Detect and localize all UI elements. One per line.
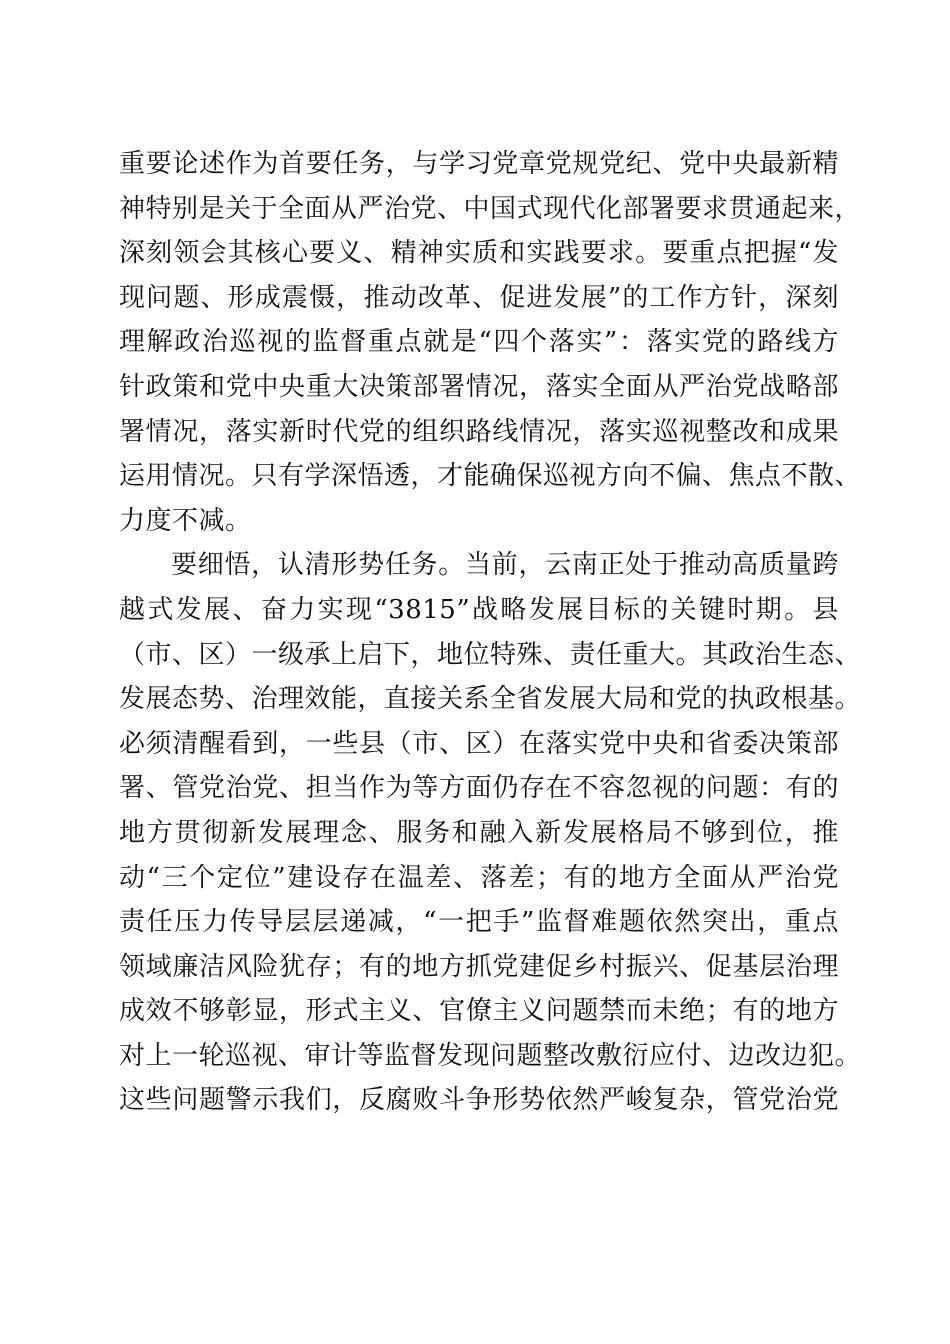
text-line: 地方贯彻新发展理念、服务和融入新发展格局不够到位，推: [119, 817, 839, 848]
text-line: 领域廉洁风险犹存；有的地方抓党建促乡村振兴、促基层治理: [119, 951, 839, 982]
text-line: 署情况，落实新时代党的组织路线情况，落实巡视整改和成果: [119, 416, 839, 447]
text-line: 责任压力传导层层递减，“一把手”监督难题依然突出，重点: [119, 907, 839, 938]
text-line: 现问题、形成震慑，推动改革、促进发展”的工作方针，深刻: [119, 282, 839, 313]
text-line: 发展态势、治理效能，直接关系全省发展大局和党的执政根基。: [119, 684, 862, 715]
text-line: 署、管党治党、担当作为等方面仍存在不容忽视的问题：有的: [119, 773, 839, 804]
text-line: 神特别是关于全面从严治党、中国式现代化部署要求贯通起来，: [119, 193, 862, 224]
text-line: 运用情况。只有学深悟透，才能确保巡视方向不偏、焦点不散、: [119, 461, 862, 492]
text-line: 针政策和党中央重大决策部署情况，落实全面从严治党战略部: [119, 371, 839, 402]
text-line: 力度不减。: [119, 505, 252, 536]
text-line: 必须清醒看到，一些县（市、区）在落实党中央和省委决策部: [119, 728, 839, 759]
text-line: 深刻领会其核心要义、精神实质和实践要求。要重点把握“发: [119, 238, 839, 269]
text-line: 成效不够彰显，形式主义、官僚主义问题禁而未绝；有的地方: [119, 996, 839, 1027]
text-line: 理解政治巡视的监督重点就是“四个落实”：落实党的路线方: [119, 327, 839, 358]
text-line: 重要论述作为首要任务，与学习党章党规党纪、党中央最新精: [119, 149, 839, 179]
text-line: （市、区）一级承上启下，地位特殊、责任重大。其政治生态、: [119, 639, 862, 670]
text-line: 动“三个定位”建设存在温差、落差；有的地方全面从严治党: [119, 862, 839, 893]
text-line: 越式发展、奋力实现“3815”战略发展目标的关键时期。县: [119, 594, 839, 625]
body-text: [119, 142, 862, 1123]
text-line: 这些问题警示我们，反腐败斗争形势依然严峻复杂，管党治党: [119, 1085, 839, 1116]
text-line: 对上一轮巡视、审计等监督发现问题整改敷衍应付、边改边犯。: [119, 1040, 862, 1071]
paragraph-first-line: 要细悟，认清形势任务。当前，云南正处于推动高质量跨: [171, 550, 839, 581]
